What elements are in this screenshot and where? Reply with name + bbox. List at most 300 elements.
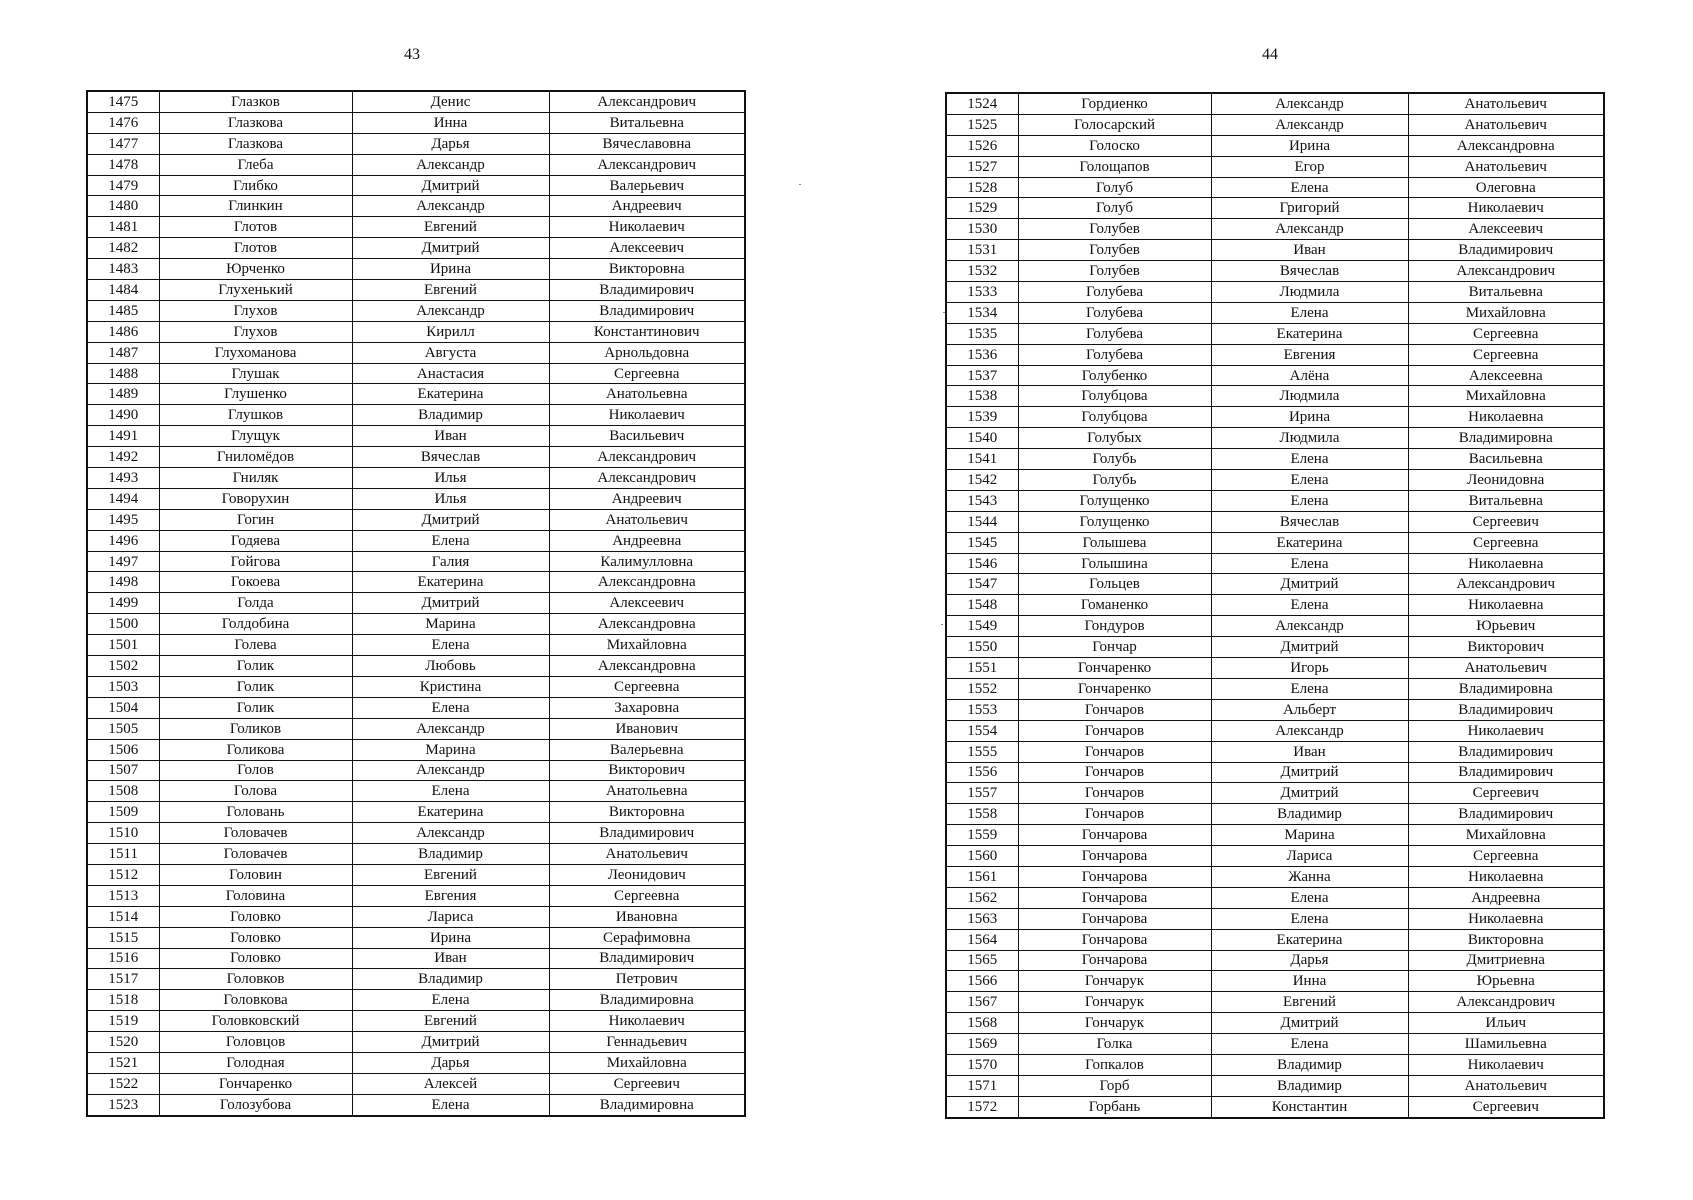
first-name-cell: Евгений xyxy=(1211,992,1408,1013)
patronymic-cell: Анатольевич xyxy=(1408,1075,1604,1096)
patronymic-cell: Николаевна xyxy=(1408,595,1604,616)
last-name-cell: Горб xyxy=(1018,1075,1211,1096)
row-number-cell: 1515 xyxy=(87,927,159,948)
row-number-cell: 1480 xyxy=(87,196,159,217)
last-name-cell: Головачев xyxy=(159,823,352,844)
last-name-cell: Говорухин xyxy=(159,488,352,509)
row-number-cell: 1534 xyxy=(946,302,1018,323)
first-name-cell: Елена xyxy=(1211,678,1408,699)
table-row xyxy=(946,887,1604,908)
table-row xyxy=(946,93,1604,114)
table-row xyxy=(946,658,1604,679)
table-row xyxy=(946,261,1604,282)
first-name-cell: Иван xyxy=(1211,741,1408,762)
first-name-cell: Александр xyxy=(1211,114,1408,135)
patronymic-cell: Владимировна xyxy=(1408,428,1604,449)
last-name-cell: Гокоева xyxy=(159,572,352,593)
last-name-cell: Голуб xyxy=(1018,177,1211,198)
table-row xyxy=(946,1054,1604,1075)
first-name-cell: Александр xyxy=(1211,616,1408,637)
first-name-cell: Александр xyxy=(1211,219,1408,240)
patronymic-cell: Анатольевна xyxy=(549,781,745,802)
table-row xyxy=(87,802,745,823)
table-row xyxy=(946,511,1604,532)
table-row xyxy=(87,697,745,718)
last-name-cell: Гончаров xyxy=(1018,699,1211,720)
row-number-cell: 1484 xyxy=(87,280,159,301)
row-number-cell: 1503 xyxy=(87,676,159,697)
last-name-cell: Голик xyxy=(159,676,352,697)
patronymic-cell: Валерьевич xyxy=(549,175,745,196)
last-name-cell: Голощапов xyxy=(1018,156,1211,177)
patronymic-cell: Алексеевич xyxy=(1408,219,1604,240)
row-number-cell: 1518 xyxy=(87,990,159,1011)
patronymic-cell: Александрович xyxy=(549,91,745,112)
row-number-cell: 1505 xyxy=(87,718,159,739)
row-number-cell: 1537 xyxy=(946,365,1018,386)
table-row xyxy=(946,198,1604,219)
patronymic-cell: Николаевна xyxy=(1408,908,1604,929)
patronymic-cell: Арнольдовна xyxy=(549,342,745,363)
table-row xyxy=(87,175,745,196)
patronymic-cell: Александровна xyxy=(549,656,745,677)
row-number-cell: 1529 xyxy=(946,198,1018,219)
patronymic-cell: Александрович xyxy=(1408,574,1604,595)
table-row xyxy=(87,321,745,342)
last-name-cell: Глазкова xyxy=(159,133,352,154)
first-name-cell: Елена xyxy=(352,1094,549,1115)
first-name-cell: Елена xyxy=(1211,490,1408,511)
patronymic-cell: Васильевна xyxy=(1408,449,1604,470)
last-name-cell: Голубь xyxy=(1018,470,1211,491)
last-name-cell: Головачев xyxy=(159,844,352,865)
row-number-cell: 1500 xyxy=(87,614,159,635)
last-name-cell: Гончарук xyxy=(1018,992,1211,1013)
table-row xyxy=(87,572,745,593)
last-name-cell: Гончаров xyxy=(1018,762,1211,783)
first-name-cell: Вячеслав xyxy=(352,447,549,468)
last-name-cell: Глухов xyxy=(159,321,352,342)
patronymic-cell: Витальевна xyxy=(1408,282,1604,303)
row-number-cell: 1519 xyxy=(87,1011,159,1032)
last-name-cell: Глазков xyxy=(159,91,352,112)
patronymic-cell: Александровна xyxy=(549,614,745,635)
patronymic-cell: Александрович xyxy=(1408,992,1604,1013)
patronymic-cell: Владимирович xyxy=(549,948,745,969)
table-row xyxy=(87,1032,745,1053)
table-row xyxy=(87,300,745,321)
table-row xyxy=(87,781,745,802)
table-row xyxy=(87,363,745,384)
last-name-cell: Голик xyxy=(159,697,352,718)
table-row xyxy=(946,762,1604,783)
table-row xyxy=(87,196,745,217)
last-name-cell: Голышина xyxy=(1018,553,1211,574)
row-number-cell: 1517 xyxy=(87,969,159,990)
row-number-cell: 1540 xyxy=(946,428,1018,449)
table-row xyxy=(946,741,1604,762)
row-number-cell: 1485 xyxy=(87,300,159,321)
patronymic-cell: Александрович xyxy=(549,468,745,489)
table-row xyxy=(946,825,1604,846)
table-row xyxy=(946,574,1604,595)
row-number-cell: 1546 xyxy=(946,553,1018,574)
first-name-cell: Кирилл xyxy=(352,321,549,342)
row-number-cell: 1495 xyxy=(87,509,159,530)
patronymic-cell: Валерьевна xyxy=(549,739,745,760)
last-name-cell: Голубых xyxy=(1018,428,1211,449)
table-row xyxy=(946,302,1604,323)
first-name-cell: Александр xyxy=(1211,93,1408,114)
first-name-cell: Инна xyxy=(352,112,549,133)
last-name-cell: Глеба xyxy=(159,154,352,175)
row-number-cell: 1526 xyxy=(946,135,1018,156)
patronymic-cell: Михайловна xyxy=(1408,386,1604,407)
row-number-cell: 1514 xyxy=(87,906,159,927)
last-name-cell: Гниляк xyxy=(159,468,352,489)
row-number-cell: 1516 xyxy=(87,948,159,969)
row-number-cell: 1530 xyxy=(946,219,1018,240)
patronymic-cell: Сергеевич xyxy=(549,1073,745,1094)
patronymic-cell: Андреевна xyxy=(549,530,745,551)
row-number-cell: 1528 xyxy=(946,177,1018,198)
row-number-cell: 1539 xyxy=(946,407,1018,428)
table-row xyxy=(87,1052,745,1073)
first-name-cell: Александр xyxy=(352,154,549,175)
first-name-cell: Любовь xyxy=(352,656,549,677)
table-row xyxy=(946,240,1604,261)
table-row xyxy=(946,804,1604,825)
table-row xyxy=(946,532,1604,553)
first-name-cell: Елена xyxy=(1211,470,1408,491)
row-number-cell: 1512 xyxy=(87,864,159,885)
row-number-cell: 1559 xyxy=(946,825,1018,846)
first-name-cell: Елена xyxy=(1211,177,1408,198)
table-row xyxy=(946,219,1604,240)
row-number-cell: 1524 xyxy=(946,93,1018,114)
last-name-cell: Голка xyxy=(1018,1034,1211,1055)
first-name-cell: Елена xyxy=(1211,595,1408,616)
patronymic-cell: Анатольевич xyxy=(549,844,745,865)
table-row xyxy=(946,407,1604,428)
table-row xyxy=(87,447,745,468)
row-number-cell: 1494 xyxy=(87,488,159,509)
table-row xyxy=(87,927,745,948)
table-row xyxy=(87,405,745,426)
patronymic-cell: Александровна xyxy=(1408,135,1604,156)
last-name-cell: Гончарук xyxy=(1018,1013,1211,1034)
first-name-cell: Александр xyxy=(1211,720,1408,741)
first-name-cell: Евгений xyxy=(352,217,549,238)
last-name-cell: Голубева xyxy=(1018,323,1211,344)
first-name-cell: Екатерина xyxy=(1211,532,1408,553)
last-name-cell: Головковский xyxy=(159,1011,352,1032)
row-number-cell: 1477 xyxy=(87,133,159,154)
first-name-cell: Алёна xyxy=(1211,365,1408,386)
row-number-cell: 1479 xyxy=(87,175,159,196)
table-row xyxy=(87,1073,745,1094)
first-name-cell: Дарья xyxy=(352,1052,549,1073)
row-number-cell: 1499 xyxy=(87,593,159,614)
row-number-cell: 1548 xyxy=(946,595,1018,616)
patronymic-cell: Викторовна xyxy=(1408,929,1604,950)
patronymic-cell: Иванович xyxy=(549,718,745,739)
first-name-cell: Лариса xyxy=(1211,846,1408,867)
first-name-cell: Вячеслав xyxy=(1211,511,1408,532)
table-row xyxy=(87,217,745,238)
first-name-cell: Людмила xyxy=(1211,428,1408,449)
row-number-cell: 1490 xyxy=(87,405,159,426)
patronymic-cell: Михайловна xyxy=(549,1052,745,1073)
last-name-cell: Гопкалов xyxy=(1018,1054,1211,1075)
patronymic-cell: Николаевна xyxy=(1408,866,1604,887)
table-row xyxy=(87,614,745,635)
first-name-cell: Елена xyxy=(1211,887,1408,908)
patronymic-cell: Александрович xyxy=(549,154,745,175)
first-name-cell: Владимир xyxy=(352,405,549,426)
patronymic-cell: Владимировна xyxy=(549,990,745,1011)
table-row xyxy=(946,971,1604,992)
patronymic-cell: Андреевна xyxy=(1408,887,1604,908)
row-number-cell: 1535 xyxy=(946,323,1018,344)
row-number-cell: 1570 xyxy=(946,1054,1018,1075)
table-row xyxy=(946,177,1604,198)
last-name-cell: Гончарова xyxy=(1018,866,1211,887)
last-name-cell: Головина xyxy=(159,885,352,906)
first-name-cell: Екатерина xyxy=(1211,323,1408,344)
patronymic-cell: Олеговна xyxy=(1408,177,1604,198)
patronymic-cell: Викторовна xyxy=(549,259,745,280)
row-number-cell: 1543 xyxy=(946,490,1018,511)
table-row xyxy=(946,1034,1604,1055)
last-name-cell: Юрченко xyxy=(159,259,352,280)
last-name-cell: Гончаров xyxy=(1018,741,1211,762)
first-name-cell: Екатерина xyxy=(1211,929,1408,950)
patronymic-cell: Алексеевич xyxy=(549,238,745,259)
first-name-cell: Дмитрий xyxy=(1211,574,1408,595)
table-row xyxy=(87,342,745,363)
patronymic-cell: Сергеевна xyxy=(1408,846,1604,867)
first-name-cell: Дмитрий xyxy=(1211,637,1408,658)
last-name-cell: Гончарова xyxy=(1018,825,1211,846)
patronymic-cell: Калимулловна xyxy=(549,551,745,572)
first-name-cell: Ирина xyxy=(1211,135,1408,156)
first-name-cell: Ирина xyxy=(1211,407,1408,428)
patronymic-cell: Владимирович xyxy=(549,300,745,321)
patronymic-cell: Михайловна xyxy=(1408,302,1604,323)
row-number-cell: 1504 xyxy=(87,697,159,718)
first-name-cell: Александр xyxy=(352,300,549,321)
first-name-cell: Дмитрий xyxy=(352,509,549,530)
row-number-cell: 1513 xyxy=(87,885,159,906)
row-number-cell: 1525 xyxy=(946,114,1018,135)
last-name-cell: Глибко xyxy=(159,175,352,196)
row-number-cell: 1561 xyxy=(946,866,1018,887)
last-name-cell: Голущенко xyxy=(1018,490,1211,511)
table-row xyxy=(87,948,745,969)
row-number-cell: 1488 xyxy=(87,363,159,384)
table-row xyxy=(946,616,1604,637)
first-name-cell: Елена xyxy=(1211,553,1408,574)
row-number-cell: 1541 xyxy=(946,449,1018,470)
first-name-cell: Екатерина xyxy=(352,802,549,823)
first-name-cell: Екатерина xyxy=(352,572,549,593)
scan-speck xyxy=(941,624,943,625)
patronymic-cell: Анатольевич xyxy=(1408,93,1604,114)
patronymic-cell: Ильич xyxy=(1408,1013,1604,1034)
table-row xyxy=(87,864,745,885)
patronymic-cell: Викторович xyxy=(549,760,745,781)
last-name-cell: Горбань xyxy=(1018,1096,1211,1117)
page-number: 43 xyxy=(404,46,420,63)
row-number-cell: 1508 xyxy=(87,781,159,802)
first-name-cell: Владимир xyxy=(352,844,549,865)
table-row xyxy=(87,593,745,614)
table-row xyxy=(87,739,745,760)
roster-body xyxy=(946,93,1604,1118)
table-row xyxy=(946,553,1604,574)
row-number-cell: 1557 xyxy=(946,783,1018,804)
first-name-cell: Дарья xyxy=(1211,950,1408,971)
row-number-cell: 1554 xyxy=(946,720,1018,741)
last-name-cell: Голубцова xyxy=(1018,386,1211,407)
last-name-cell: Глушков xyxy=(159,405,352,426)
last-name-cell: Гончарова xyxy=(1018,908,1211,929)
row-number-cell: 1568 xyxy=(946,1013,1018,1034)
first-name-cell: Марина xyxy=(1211,825,1408,846)
last-name-cell: Гончарова xyxy=(1018,950,1211,971)
first-name-cell: Евгения xyxy=(1211,344,1408,365)
scan-speck xyxy=(943,312,945,313)
last-name-cell: Голодная xyxy=(159,1052,352,1073)
first-name-cell: Егор xyxy=(1211,156,1408,177)
last-name-cell: Голубцова xyxy=(1018,407,1211,428)
last-name-cell: Глухов xyxy=(159,300,352,321)
patronymic-cell: Викторович xyxy=(1408,637,1604,658)
scan-speck xyxy=(799,184,801,185)
first-name-cell: Илья xyxy=(352,488,549,509)
row-number-cell: 1502 xyxy=(87,656,159,677)
patronymic-cell: Владимирович xyxy=(549,280,745,301)
first-name-cell: Иван xyxy=(1211,240,1408,261)
patronymic-cell: Николаевич xyxy=(1408,198,1604,219)
first-name-cell: Дмитрий xyxy=(1211,762,1408,783)
table-row xyxy=(87,676,745,697)
row-number-cell: 1533 xyxy=(946,282,1018,303)
row-number-cell: 1569 xyxy=(946,1034,1018,1055)
row-number-cell: 1563 xyxy=(946,908,1018,929)
table-row xyxy=(87,823,745,844)
last-name-cell: Голосарский xyxy=(1018,114,1211,135)
last-name-cell: Гончаров xyxy=(1018,720,1211,741)
patronymic-cell: Владимировна xyxy=(1408,678,1604,699)
patronymic-cell: Александрович xyxy=(549,447,745,468)
row-number-cell: 1547 xyxy=(946,574,1018,595)
last-name-cell: Гойгова xyxy=(159,551,352,572)
table-row xyxy=(87,844,745,865)
first-name-cell: Вячеслав xyxy=(1211,261,1408,282)
patronymic-cell: Сергеевна xyxy=(1408,323,1604,344)
table-row xyxy=(87,133,745,154)
last-name-cell: Гончар xyxy=(1018,637,1211,658)
row-number-cell: 1486 xyxy=(87,321,159,342)
table-row xyxy=(946,1013,1604,1034)
table-row xyxy=(946,365,1604,386)
first-name-cell: Анастасия xyxy=(352,363,549,384)
first-name-cell: Елена xyxy=(1211,1034,1408,1055)
patronymic-cell: Николаевич xyxy=(549,1011,745,1032)
first-name-cell: Александр xyxy=(352,823,549,844)
patronymic-cell: Сергеевна xyxy=(1408,344,1604,365)
first-name-cell: Елена xyxy=(1211,302,1408,323)
last-name-cell: Головань xyxy=(159,802,352,823)
row-number-cell: 1520 xyxy=(87,1032,159,1053)
row-number-cell: 1549 xyxy=(946,616,1018,637)
table-row xyxy=(87,635,745,656)
patronymic-cell: Александровна xyxy=(549,572,745,593)
last-name-cell: Головцов xyxy=(159,1032,352,1053)
first-name-cell: Дмитрий xyxy=(1211,1013,1408,1034)
last-name-cell: Голубева xyxy=(1018,344,1211,365)
table-row xyxy=(87,384,745,405)
last-name-cell: Голуб xyxy=(1018,198,1211,219)
last-name-cell: Головко xyxy=(159,948,352,969)
last-name-cell: Глинкин xyxy=(159,196,352,217)
last-name-cell: Голущенко xyxy=(1018,511,1211,532)
first-name-cell: Екатерина xyxy=(352,384,549,405)
patronymic-cell: Алексеевна xyxy=(1408,365,1604,386)
row-number-cell: 1567 xyxy=(946,992,1018,1013)
patronymic-cell: Анатольевич xyxy=(1408,156,1604,177)
first-name-cell: Иван xyxy=(352,426,549,447)
row-number-cell: 1544 xyxy=(946,511,1018,532)
first-name-cell: Жанна xyxy=(1211,866,1408,887)
first-name-cell: Евгений xyxy=(352,1011,549,1032)
patronymic-cell: Владимирович xyxy=(1408,804,1604,825)
last-name-cell: Глазкова xyxy=(159,112,352,133)
patronymic-cell: Васильевич xyxy=(549,426,745,447)
patronymic-cell: Дмитриевна xyxy=(1408,950,1604,971)
patronymic-cell: Константинович xyxy=(549,321,745,342)
first-name-cell: Александр xyxy=(352,760,549,781)
last-name-cell: Гончаренко xyxy=(1018,678,1211,699)
row-number-cell: 1551 xyxy=(946,658,1018,679)
table-row xyxy=(87,990,745,1011)
table-row xyxy=(87,656,745,677)
patronymic-cell: Анатольевич xyxy=(1408,114,1604,135)
patronymic-cell: Сергеевич xyxy=(1408,1096,1604,1117)
table-row xyxy=(946,428,1604,449)
first-name-cell: Евгения xyxy=(352,885,549,906)
last-name-cell: Глушенко xyxy=(159,384,352,405)
table-row xyxy=(946,386,1604,407)
last-name-cell: Глотов xyxy=(159,217,352,238)
row-number-cell: 1552 xyxy=(946,678,1018,699)
last-name-cell: Глухоманова xyxy=(159,342,352,363)
last-name-cell: Головкова xyxy=(159,990,352,1011)
last-name-cell: Голубев xyxy=(1018,240,1211,261)
table-row xyxy=(946,950,1604,971)
table-row xyxy=(946,929,1604,950)
row-number-cell: 1562 xyxy=(946,887,1018,908)
row-number-cell: 1527 xyxy=(946,156,1018,177)
row-number-cell: 1498 xyxy=(87,572,159,593)
last-name-cell: Голышева xyxy=(1018,532,1211,553)
last-name-cell: Голева xyxy=(159,635,352,656)
row-number-cell: 1553 xyxy=(946,699,1018,720)
last-name-cell: Гниломёдов xyxy=(159,447,352,468)
last-name-cell: Голубь xyxy=(1018,449,1211,470)
